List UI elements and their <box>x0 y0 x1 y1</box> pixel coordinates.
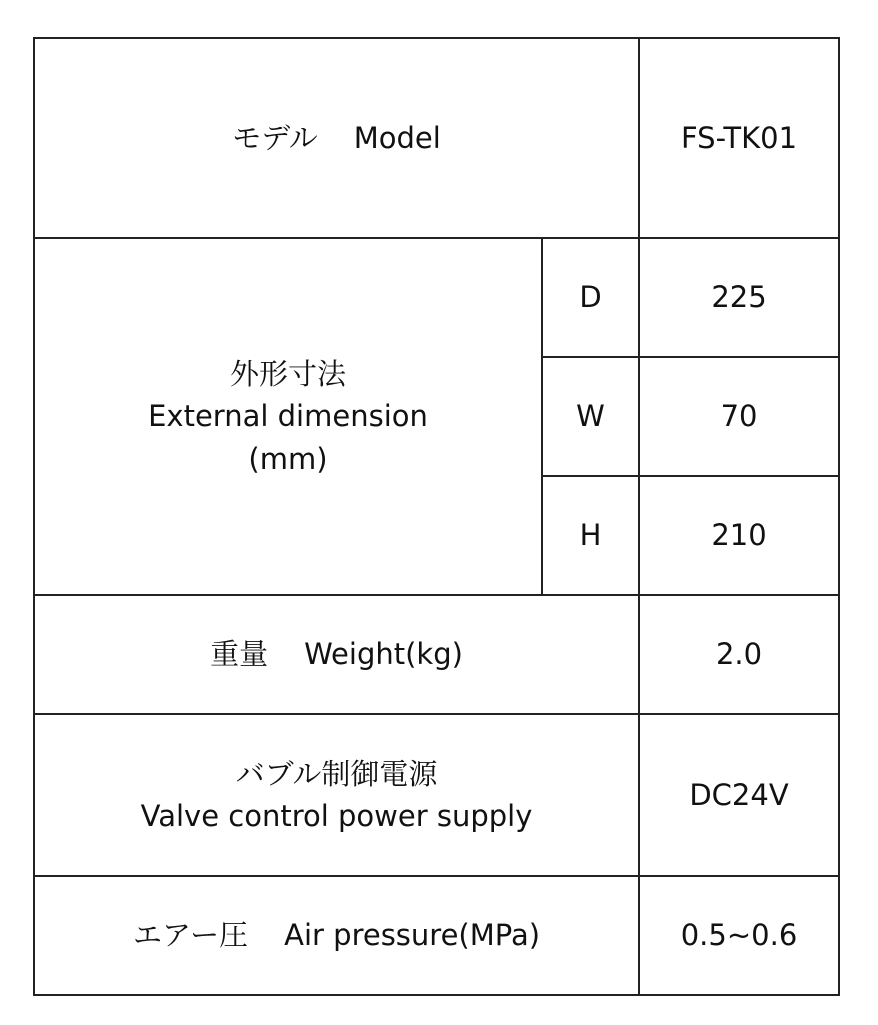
model-label-en: Model <box>353 120 441 155</box>
model-label-jp: モデル <box>232 120 318 155</box>
weight-label-en: Weight(kg) <box>304 637 463 672</box>
row-weight <box>34 595 839 714</box>
row-power <box>34 714 839 876</box>
dimension-h-axis: H <box>542 476 639 595</box>
dimension-d-axis: D <box>542 238 639 357</box>
power-value: DC24V <box>639 714 839 876</box>
row-model <box>34 38 839 238</box>
dimension-label-en: External dimension <box>148 399 428 434</box>
air-label-cell <box>34 876 639 995</box>
model-value: FS-TK01 <box>639 38 839 238</box>
dimension-w-axis: W <box>542 357 639 476</box>
weight-label-cell <box>34 595 639 714</box>
spec-table <box>33 37 840 996</box>
dimension-d-value: 225 <box>639 238 839 357</box>
dimension-unit: (mm) <box>248 441 328 476</box>
weight-label-jp: 重量 <box>210 637 269 672</box>
dimension-label-jp: 外形寸法 <box>229 357 346 392</box>
air-label-jp: エアー圧 <box>132 918 249 953</box>
dimension-h-value: 210 <box>639 476 839 595</box>
power-label-en: Valve control power supply <box>140 799 533 833</box>
dimension-w-value: 70 <box>639 357 839 476</box>
air-value: 0.5~0.6 <box>639 876 839 995</box>
row-dimension-d <box>34 238 839 357</box>
power-label-cell <box>34 714 639 876</box>
weight-value: 2.0 <box>639 595 839 714</box>
dimension-label-cell <box>34 238 542 595</box>
model-label-cell <box>34 38 639 238</box>
row-air-pressure <box>34 876 839 995</box>
power-label-jp: バブル制御電源 <box>235 756 438 791</box>
air-label-en: Air pressure(MPa) <box>284 918 541 953</box>
